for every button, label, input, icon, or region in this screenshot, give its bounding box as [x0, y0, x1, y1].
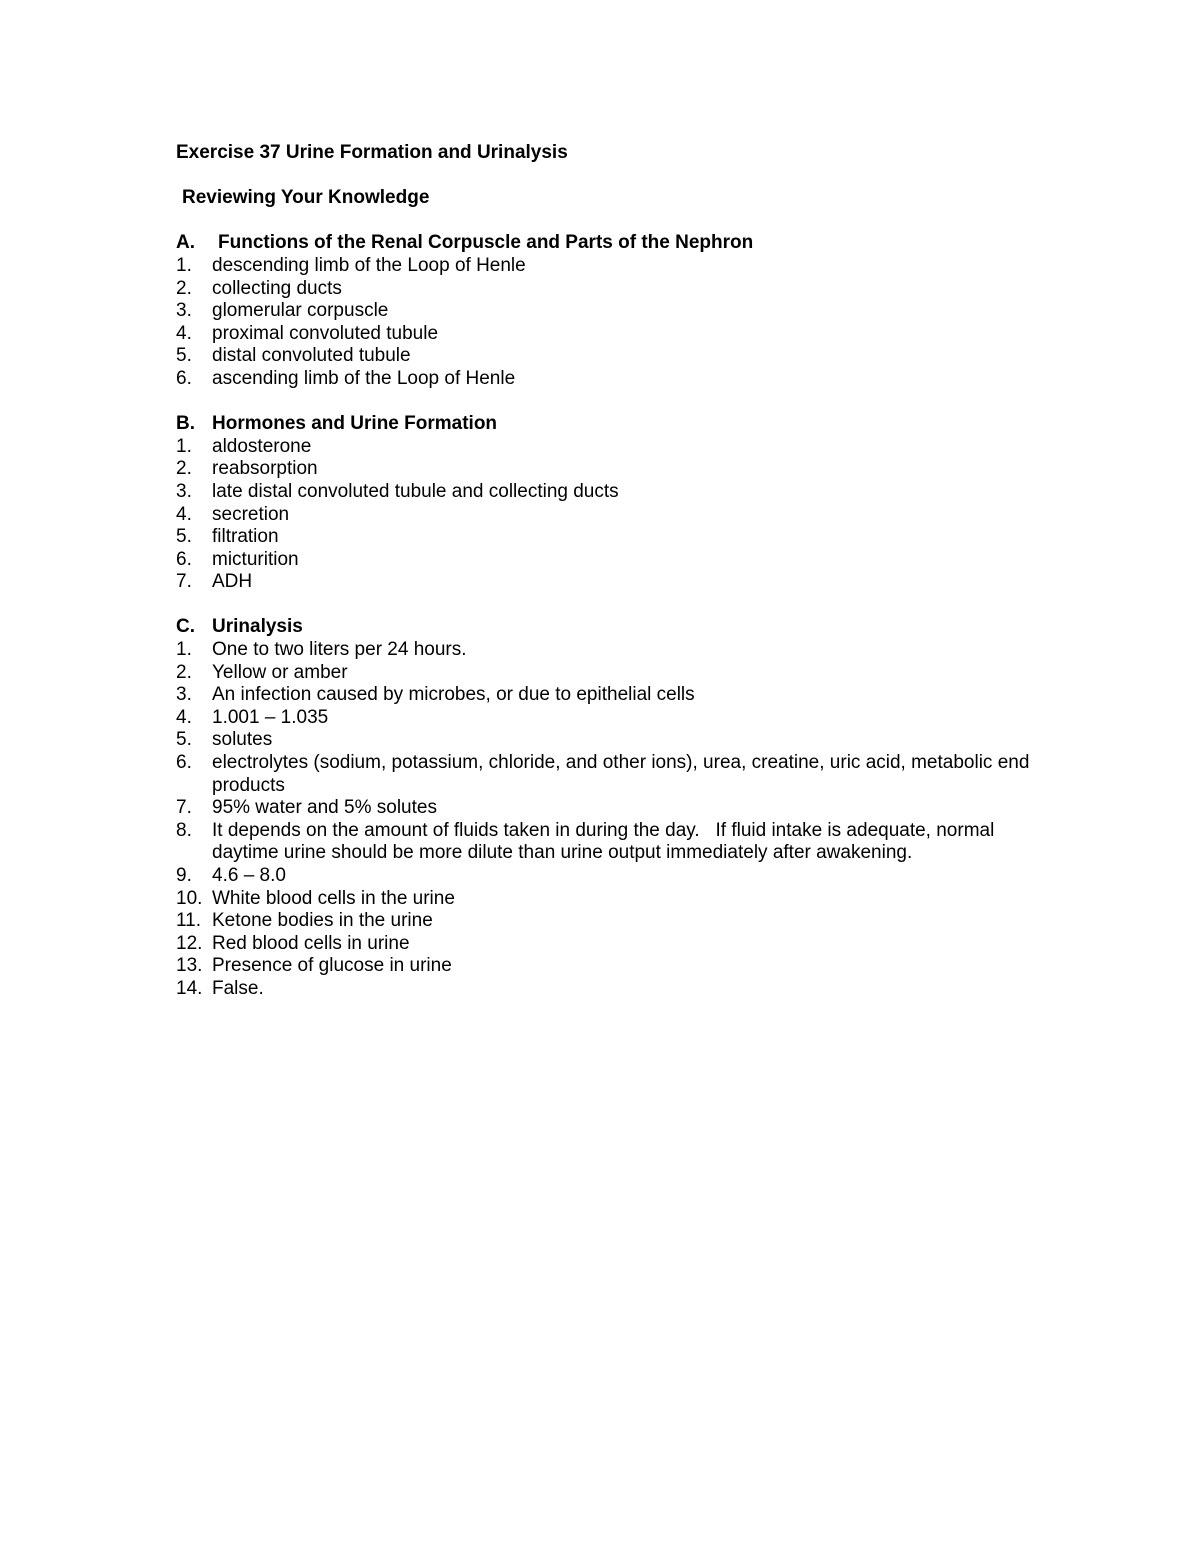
answer-list — [176, 639, 1056, 1001]
list-item — [176, 300, 1056, 323]
list-item — [176, 504, 1056, 527]
item-number: 6. — [176, 367, 192, 389]
item-number: 1. — [176, 435, 192, 457]
item-text: aldosterone — [212, 435, 312, 457]
list-item — [176, 684, 1056, 707]
list-item — [176, 368, 1056, 391]
item-number: 6. — [176, 548, 192, 570]
section-letter: A. — [176, 232, 195, 254]
document-title: Exercise 37 Urine Formation and Urinalysis — [176, 142, 568, 163]
item-text: solutes — [212, 729, 273, 751]
item-text: electrolytes (sodium, potassium, chloride, and other ions), urea, creatine, uric acid, metabolic end products — [212, 752, 1035, 796]
list-item — [176, 752, 1056, 797]
item-text: Ketone bodies in the urine — [212, 910, 433, 932]
list-item — [176, 707, 1056, 730]
section-heading — [176, 232, 1056, 255]
item-number: 5. — [176, 526, 192, 548]
item-text: late distal convoluted tubule and collecting ducts — [212, 480, 619, 502]
item-text: An infection caused by microbes, or due to epithelial cells — [212, 684, 695, 706]
list-item — [176, 571, 1056, 594]
item-text: It depends on the amount of fluids taken in during the day. If fluid intake is adequate, normal daytime urine should be more dilute than urine output immediately after awakening. — [212, 819, 1000, 864]
item-number: 5. — [176, 345, 192, 367]
list-item — [176, 662, 1056, 685]
item-text: White blood cells in the urine — [212, 887, 455, 909]
item-number: 13. — [176, 955, 203, 977]
section-letter: B. — [176, 413, 195, 435]
item-number: 7. — [176, 571, 192, 593]
item-text: descending limb of the Loop of Henle — [212, 254, 526, 276]
item-number: 2. — [176, 661, 192, 683]
item-text: False. — [212, 977, 264, 999]
list-item — [176, 978, 1056, 1001]
list-item — [176, 481, 1056, 504]
item-text: filtration — [212, 526, 279, 548]
item-number: 8. — [176, 819, 192, 841]
section-c — [176, 616, 1056, 1000]
list-item — [176, 910, 1056, 933]
item-text: ADH — [212, 571, 253, 593]
list-item — [176, 797, 1056, 820]
section-heading — [176, 616, 1056, 639]
list-item — [176, 549, 1056, 572]
list-item — [176, 865, 1056, 888]
list-item — [176, 933, 1056, 956]
list-item — [176, 955, 1056, 978]
item-number: 14. — [176, 977, 203, 999]
item-text: reabsorption — [212, 458, 318, 480]
list-item — [176, 888, 1056, 911]
list-item — [176, 458, 1056, 481]
item-text: Yellow or amber — [212, 661, 348, 683]
item-text: Red blood cells in urine — [212, 932, 410, 954]
section-heading — [176, 413, 1056, 436]
section-b — [176, 413, 1056, 594]
list-item — [176, 255, 1056, 278]
item-number: 3. — [176, 300, 192, 322]
section-heading-text: Hormones and Urine Formation — [212, 413, 498, 435]
item-number: 7. — [176, 797, 192, 819]
item-number: 3. — [176, 480, 192, 502]
document-page — [176, 142, 1056, 1001]
item-number: 5. — [176, 729, 192, 751]
list-item — [176, 278, 1056, 301]
item-text: Presence of glucose in urine — [212, 955, 452, 977]
item-number: 9. — [176, 865, 192, 886]
section-letter: C. — [176, 616, 195, 638]
item-number: 4. — [176, 503, 192, 525]
item-text: 1.001 – 1.035 — [212, 706, 329, 728]
item-number: 12. — [176, 932, 203, 954]
item-text: secretion — [212, 503, 290, 525]
list-item — [176, 436, 1056, 459]
item-text: glomerular corpuscle — [212, 300, 389, 322]
item-number: 11. — [176, 910, 202, 932]
item-number: 10. — [176, 887, 203, 909]
section-heading-text: Urinalysis — [212, 616, 303, 638]
list-item — [176, 526, 1056, 549]
section-heading-text: Functions of the Renal Corpuscle and Parts of the Nephron — [218, 232, 754, 254]
item-text: micturition — [212, 548, 299, 570]
item-text: collecting ducts — [212, 277, 342, 299]
section-a — [176, 232, 1056, 390]
item-number: 4. — [176, 706, 192, 728]
item-number: 6. — [176, 752, 192, 774]
item-number: 1. — [176, 254, 192, 276]
document-subtitle: Reviewing Your Knowledge — [182, 187, 430, 209]
item-number: 4. — [176, 322, 192, 344]
answer-list — [176, 255, 1056, 391]
item-number: 2. — [176, 458, 192, 480]
item-number: 2. — [176, 277, 192, 299]
answer-list — [176, 436, 1056, 594]
list-item — [176, 729, 1056, 752]
item-text: distal convoluted tubule — [212, 345, 411, 367]
sections-container — [176, 232, 1056, 1000]
list-item — [176, 820, 1056, 865]
item-number: 3. — [176, 684, 192, 706]
list-item — [176, 345, 1056, 368]
list-item — [176, 639, 1056, 662]
item-text: 4.6 – 8.0 — [212, 865, 286, 886]
item-text: One to two liters per 24 hours. — [212, 639, 467, 661]
item-text: ascending limb of the Loop of Henle — [212, 367, 516, 389]
list-item — [176, 323, 1056, 346]
item-text: 95% water and 5% solutes — [212, 797, 437, 819]
item-number: 1. — [176, 639, 192, 661]
item-text: proximal convoluted tubule — [212, 322, 439, 344]
